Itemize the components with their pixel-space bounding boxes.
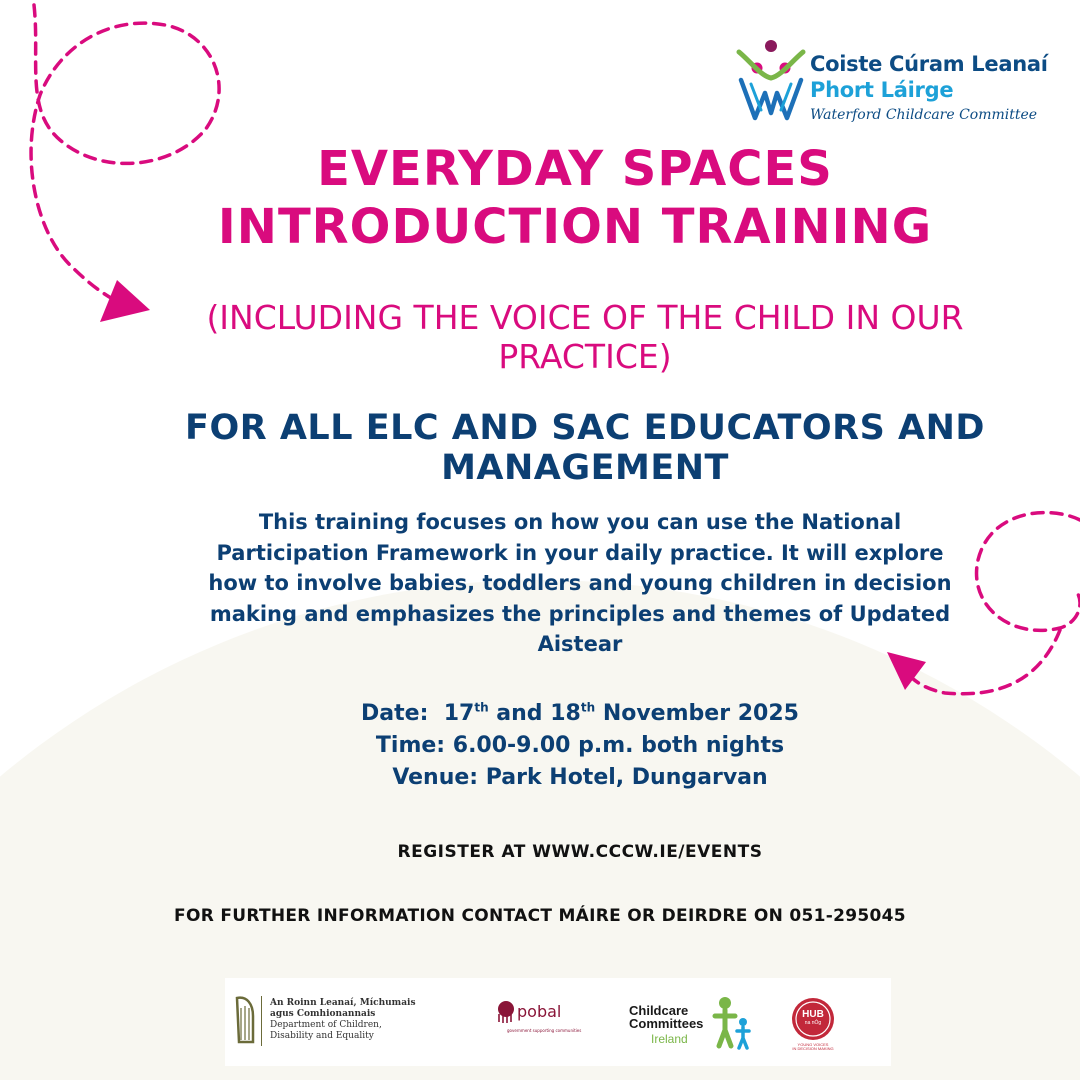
register-link[interactable]: REGISTER AT WWW.CCCW.IE/EVENTS [397,842,763,862]
description: This training focuses on how you can use the National Participation Framework in your daily practice. It will explore how to involve babies, toddlers and young children in decision making and emphasizes the principles and themes of Updated Aistear [208,510,952,656]
subtitle: (INCLUDING THE VOICE OF THE CHILD IN OUR PRACTICE) [206,298,964,376]
logo-irish-name: Coiste Cúram Leanaí [810,52,1048,76]
event-details [240,698,920,794]
committee-logo [735,38,1055,130]
childcare-committees-ireland-logo [625,994,765,1054]
pobal-mark-icon [495,1000,517,1024]
event-venue: Venue: Park Hotel, Dungarvan [392,765,768,790]
people-logo-icon [735,38,807,128]
pobal-wordmark: pobal [517,1002,562,1021]
department-name: An Roinn Leanaí, Míchumais agus Comhionannais Department of Children, Disability and Equality [270,998,416,1041]
logo-english-name: Waterford Childcare Committee [810,107,1038,123]
harp-icon [233,994,257,1046]
sponsor-logos-bar [225,978,891,1066]
event-date: Date: 17th and 18th November 2025 [361,700,799,726]
audience-heading: FOR ALL ELC AND SAC EDUCATORS AND MANAGEMENT [185,408,985,488]
department-divider [261,996,262,1046]
cci-ireland: Ireland [651,1032,688,1046]
event-time: Time: 6.00-9.00 p.m. both nights [375,733,785,758]
cci-wordmark: Childcare Committees [629,1003,704,1031]
hub-subtitle: na nÓg [804,1020,822,1026]
title-line-1: EVERYDAY SPACES [317,141,833,197]
hub-na-nog-logo [790,996,840,1052]
logo-irish-place: Phort Láirge [810,78,954,102]
department-logo [225,978,455,1066]
pobal-logo [493,1000,593,1040]
hub-caption: YOUNG VOICES IN DECISION MAKING [792,1042,834,1051]
title-line-2: INTRODUCTION TRAINING [217,199,933,255]
contact-info: FOR FURTHER INFORMATION CONTACT MÁIRE OR DEIRDRE ON 051-295045 [174,906,906,926]
family-figures-icon [711,996,755,1052]
pobal-tagline: government supporting communities [507,1028,582,1033]
hub-wordmark: HUB [802,1009,824,1020]
